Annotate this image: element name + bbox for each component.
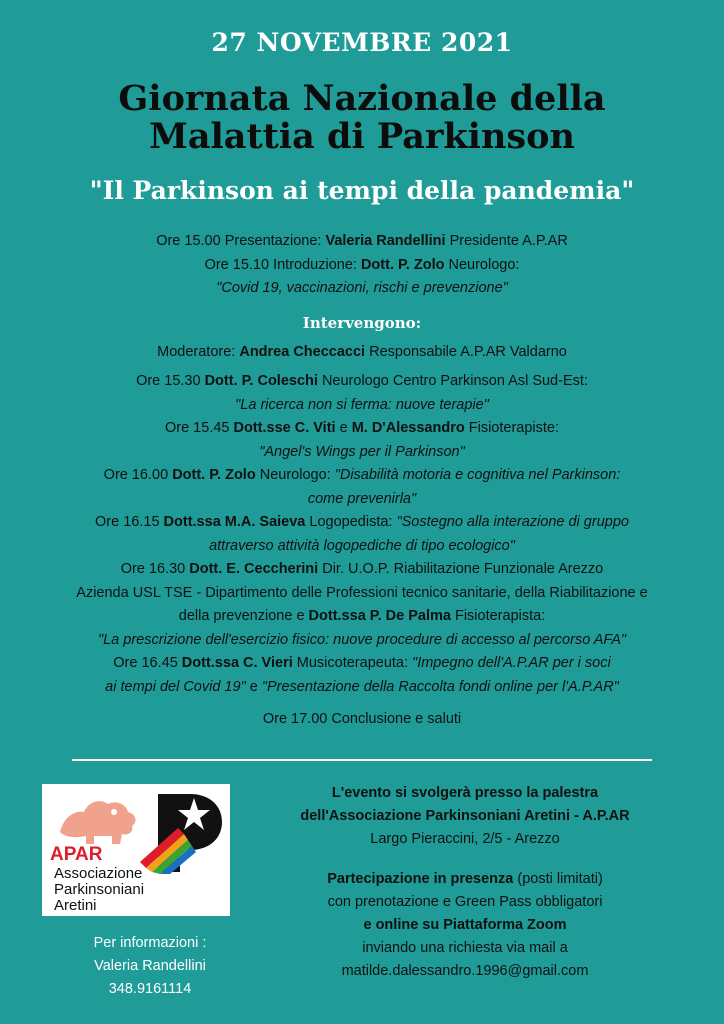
talk-title: come prevenirla" [307,490,417,507]
apar-logo [42,784,230,916]
program-line [20,488,704,512]
speaker-role: Fisioterapiste: [464,420,560,436]
speaker-name: Dott.ssa C. Vieri [181,655,293,671]
program-line [20,341,704,365]
closing-label: Ore 17.00 Conclusione e saluti [262,711,462,727]
speaker-role: Musicoterapeuta: [292,655,413,671]
program-line [20,370,704,394]
title-line-2: Malattia di Parkinson [149,116,575,157]
intervengono-heading: Intervengono: [302,313,422,332]
speaker-name: Dott.ssa M.A. Saieva [163,514,306,530]
program-line [20,605,704,629]
talk-title: "La ricerca non si ferma: nuove terapie" [235,396,489,413]
contact-phone: 348.9161114 [108,981,192,997]
time-label: Ore 15.30 [136,373,205,389]
speaker-role: Neurologo: [444,256,520,273]
talk-title: "Covid 19, vaccinazioni, rischi e prevenzione" [216,280,508,296]
talk-title: "Disabilità motoria e cognitiva nel Parkinson: [334,467,621,483]
section-divider [72,759,652,761]
title-line-1: Giornata Nazionale della [118,78,606,119]
time-label: Ore 15.45 [164,420,234,436]
program-line [20,582,704,606]
event-details [262,782,668,983]
program-line [20,511,704,535]
talk-title: ai tempi del Covid 19" [105,678,246,695]
speaker-role: Neurologo Centro Parkinson Asl Sud-Est: [317,373,588,389]
program-line [20,394,704,418]
speaker-role: Presidente A.P.AR [445,233,568,249]
logo-line-1: Associazione [54,865,143,882]
program-line [20,254,704,278]
speaker-role: Responsabile A.P.AR Valdarno [365,343,567,360]
talk-title: attraverso attività logopediche di tipo ecologico" [209,537,515,554]
speaker-role: Dir. U.O.P. Riabilitazione Funzionale Arezzo [318,561,604,577]
program-line [20,230,704,254]
speaker-role: della prevenzione e [178,608,309,624]
speaker-name: M. D'Alessandro [351,420,465,436]
program-line [20,464,704,488]
page-title [0,80,724,156]
logo-line-3: Aretini [54,897,97,914]
speaker-name: Dott. P. Zolo [172,467,256,483]
logo-apar-text: APAR [50,844,103,865]
program-schedule [20,230,704,732]
program-line [20,652,704,676]
speaker-role: Fisioterapista: [450,608,546,624]
venue-address: Largo Pieraccini, 2/5 - Arezzo [370,831,560,847]
program-line [20,629,704,653]
attendance-note: (posti limitati) [513,871,603,887]
contact-email: matilde.dalessandro.1996@gmail.com [341,963,589,979]
program-line [20,558,704,582]
program-line [20,417,704,441]
contact-info [52,932,248,1001]
speaker-name: Dott. E. Ceccherini [189,561,319,577]
speaker-role: Azienda USL TSE - Dipartimento delle Professioni tecnico sanitarie, della Riabilitazione e [76,584,648,601]
time-label: Ore 16.00 [103,467,173,483]
time-label: Ore 16.15 [95,514,164,530]
speaker-name: Dott.ssa P. De Palma [308,608,451,624]
contact-label: Per informazioni : [93,935,207,951]
speaker-role: Neurologo: [255,467,335,483]
online-zoom: e online su Piattaforma Zoom [363,917,567,933]
attendance-bold: Partecipazione in presenza [327,871,514,887]
speaker-role: Logopedista: [305,514,397,530]
time-label: Ore 16.45 [113,655,182,671]
attendance-line [262,868,668,891]
time-role: Ore 15.10 Introduzione: [204,256,361,273]
speaker-name: Dott. P. Coleschi [204,373,318,389]
venue-line-2: dell'Associazione Parkinsoniani Aretini - A.P.AR [300,808,630,824]
talk-title: "Impegno dell'A.P.AR per i soci [412,655,611,671]
talk-title: "Presentazione della Raccolta fondi online per l'A.P.AR" [261,678,619,695]
time-role: Ore 15.00 Presentazione: [156,233,326,249]
logo-line-2: Parkinsoniani [54,881,145,898]
time-label: Ore 16.30 [120,561,190,577]
p-star-mark-icon [140,788,226,874]
speaker-name: Dott.sse C. Viti [233,420,336,436]
talk-title: "La prescrizione dell'esercizio fisico: nuove procedure di accesso al percorso AFA" [97,631,627,648]
talk-title: "Angel's Wings per il Parkinson" [259,443,465,460]
event-subtitle: "Il Parkinson ai tempi della pandemia" [89,176,635,205]
lion-emblem-icon [54,792,140,848]
program-line [20,708,704,732]
event-date: 27 NOVEMBRE 2021 [211,28,513,57]
program-line [20,535,704,559]
conjunction: e [245,678,262,695]
venue-line-1: L'evento si svolgerà presso la palestra [331,785,599,801]
program-line [20,676,704,700]
program-line [20,277,704,301]
speaker-name: Andrea Checcacci [239,343,366,360]
speaker-name: Dott. P. Zolo [360,256,445,273]
booking-requirements: con prenotazione e Green Pass obbligatori [327,894,603,910]
conjunction: e [335,420,352,436]
mail-request: inviando una richiesta via mail a [362,940,568,956]
program-line [20,441,704,465]
speaker-name: Valeria Randellini [325,233,446,249]
contact-name: Valeria Randellini [94,958,206,974]
talk-title: "Sostegno alla interazione di gruppo [396,514,629,530]
role-label: Moderatore: [157,343,240,360]
